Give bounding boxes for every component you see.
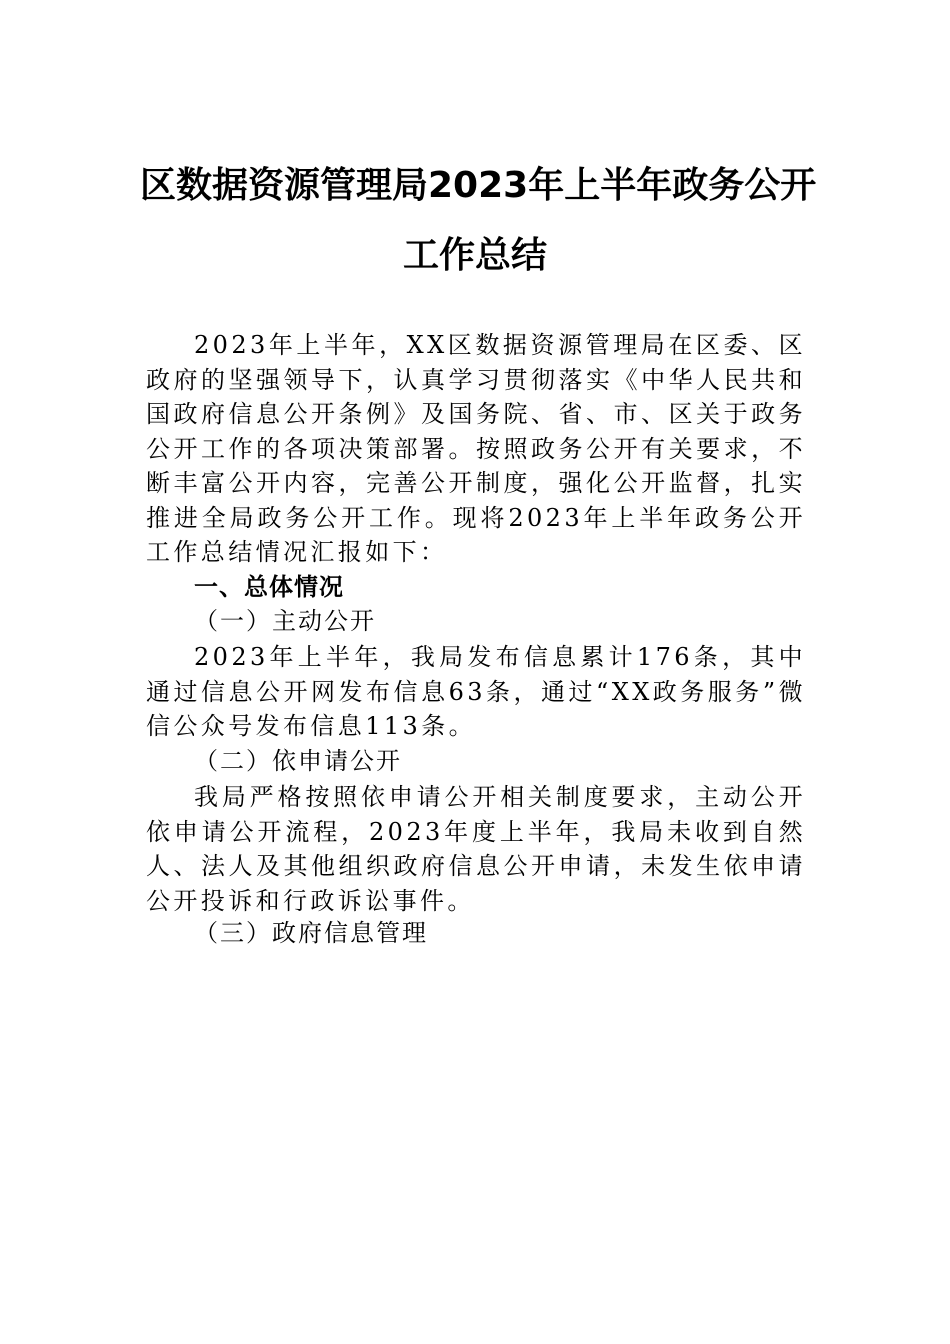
subsection-heading-proactive-disclosure: （一）主动公开 — [194, 607, 376, 635]
document-title-line-2: 工作总结 — [402, 235, 547, 276]
document-title-line-1: 区数据资源管理局2023年上半年政务公开 — [140, 165, 817, 206]
subsection-heading-disclosure-on-request: （二）依申请公开 — [194, 747, 402, 775]
intro-paragraph: 2023年上半年，XX区数据资源管理局在区委、区政府的坚强领导下，认真学习贯彻落实《中华人民共和国政府信息公开条例》及国务院、省、市、区关于政务公开工作的各项决策部署。按照政务公开有关要求，不断丰富公开内容，完善公开制度，强化公开监督，扎实推进全局政务公开工作。现将2023年上半年政务公开工作总结情况汇报如下： — [146, 331, 806, 566]
section-heading-overview: 一、总体情况 — [194, 573, 344, 601]
disclosure-on-request-paragraph: 我局严格按照依申请公开相关制度要求，主动公开依申请公开流程，2023年度上半年，我局未收到自然人、法人及其他组织政府信息公开申请，未发生依申请公开投诉和行政诉讼事件。 — [146, 783, 806, 915]
subsection-heading-information-management: （三）政府信息管理 — [194, 919, 428, 947]
proactive-disclosure-paragraph: 2023年上半年，我局发布信息累计176条，其中通过信息公开网发布信息63条，通过“XX政务服务”微信公众号发布信息113条。 — [146, 643, 806, 740]
